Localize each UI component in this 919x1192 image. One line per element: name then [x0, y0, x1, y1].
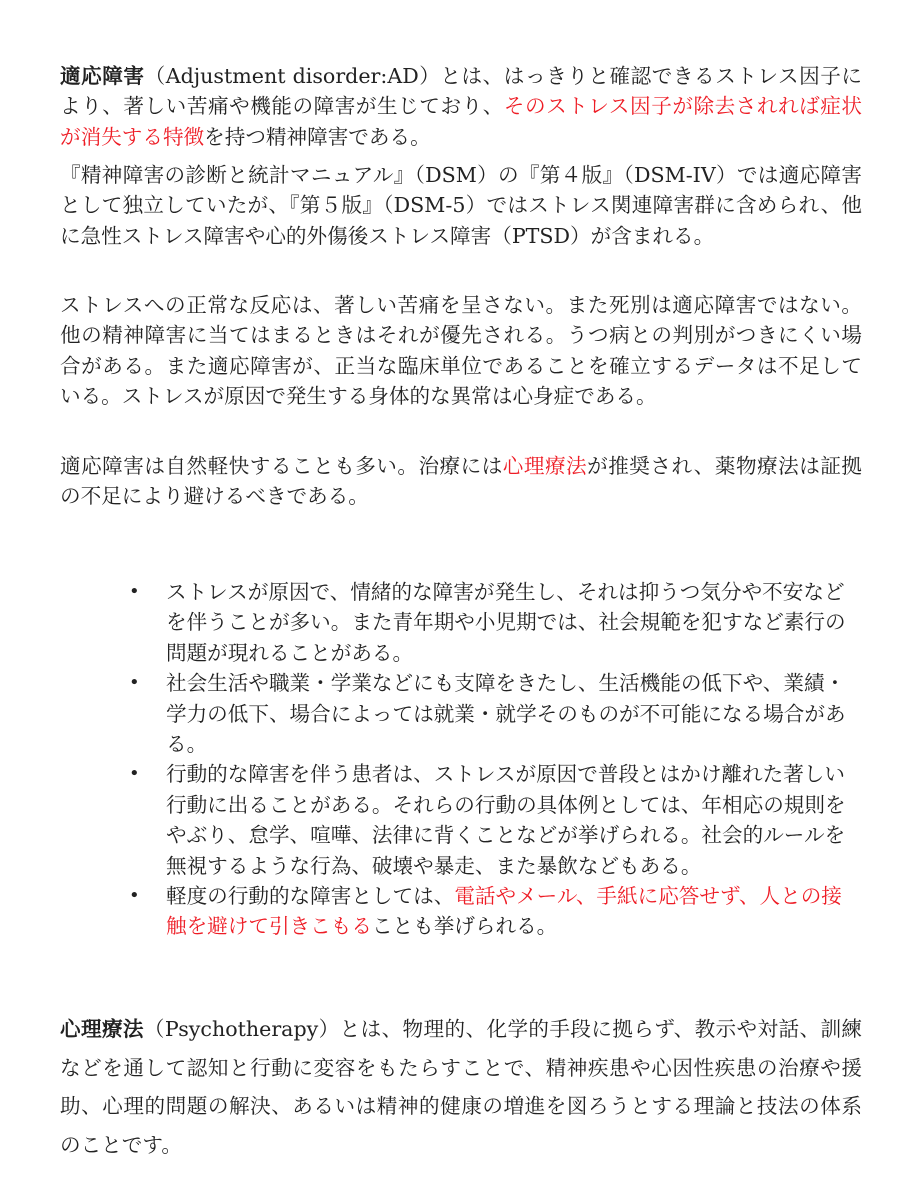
bullet-marker: • [129, 885, 140, 907]
paragraph-treatment [60, 451, 862, 512]
list-item [129, 759, 856, 881]
term-adjustment-disorder: 適応障害 [60, 64, 145, 88]
list-item-text: ストレスが原因で、情緒的な障害が発生し、それは抑うつ気分や不安などを伴うことが多い。また青年期や小児期では、社会規範を犯すなど素行の問題が現れることがある。 [166, 580, 846, 665]
highlight-psychotherapy: 心理療法 [502, 454, 588, 478]
highlight-withdrawal: 電話やメール、手紙に応答せず、人との接触を避けて引きこもる [166, 884, 842, 939]
bullet-marker: • [129, 581, 140, 602]
psychotherapy-text: （Psychotherapy）とは、物理的、化学的手段に拠らず、教示や対話、訓練などを通して認知と行動に変容をもたらすことで、精神疾患や心因性疾患の治療や援助、心理的問題の解決、あるいは精神的健康の増進を図ろうとする理論と技法の体系のことです。 [60, 1017, 863, 1157]
highlight-text: そのストレス因子が除去されれば症状が消失する特徴 [60, 94, 863, 149]
paragraph-dsm: 『精神障害の診断と統計マニュアル』（DSM）の『第４版』（DSM-IV）では適応障害として独立していたが、『第５版』（DSM-5）ではストレス関連障害群に含められ、他に急性ストレス障害や心的外傷後ストレス障害（PTSD）が含まれる。 [60, 163, 862, 248]
list-item-text: 社会生活や職業・学業などにも支障をきたし、生活機能の低下や、業績・学力の低下、場合によっては就業・就学そのものが不可能になる場合がある。 [166, 671, 846, 757]
list-item [129, 577, 856, 668]
list-item-text: 軽度の行動的な障害としては、 [166, 884, 455, 909]
definition-text-end: を持つ精神障害である。 [204, 124, 431, 149]
bullet-marker: • [129, 763, 140, 785]
term-psychotherapy: 心理療法 [60, 1017, 144, 1041]
treatment-text: 適応障害は自然軽快することも多い。治療には [60, 454, 503, 478]
list-item [129, 881, 856, 942]
paragraph-psychotherapy [60, 1010, 862, 1164]
treatment-text-end: が推奨され、薬物療法は証拠の不足により避けるべきである。 [60, 454, 862, 509]
bullet-marker: • [129, 672, 140, 694]
list-item-text: 行動的な障害を伴う患者は、ストレスが原因で普段とはかけ離れた著しい行動に出ることがある。それらの行動の具体例としては、年相応の規則をやぶり、怠学、喧嘩、法律に背くことなどが挙げられる。社会的ルールを無視するような行為、破壊や暴走、また暴飲などもある。 [166, 762, 846, 878]
list-item [129, 668, 856, 759]
paragraph-normal-reaction: ストレスへの正常な反応は、著しい苦痛を呈さない。また死別は適応障害ではない。他の精神障害に当てはまるときはそれが優先される。うつ病との判別がつきにくい場合がある。また適応障害が、正当な臨床単位であることを確立するデータは不足している。ストレスが原因で発生する身体的な異常は心身症である。 [60, 293, 862, 409]
paragraph-definition [60, 61, 862, 152]
list-item-text-end: ことも挙げられる。 [371, 914, 558, 939]
symptom-list [129, 577, 856, 942]
definition-text: （Adjustment disorder:AD）とは、はっきりと確認できるストレス因子により、著しい苦痛や機能の障害が生じており、 [60, 64, 862, 119]
